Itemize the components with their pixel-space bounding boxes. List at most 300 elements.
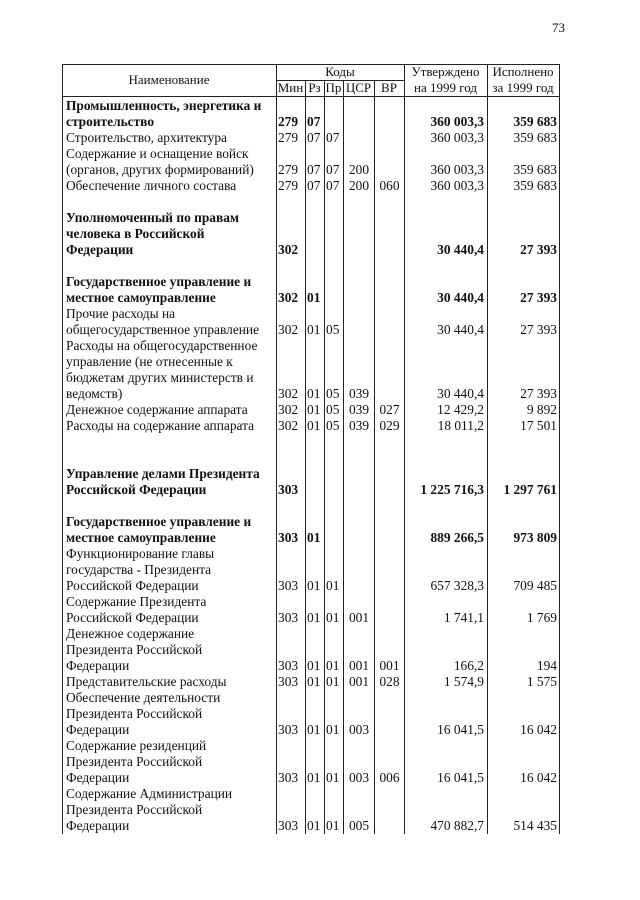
executed-1999	[488, 706, 557, 722]
table-row	[62, 322, 560, 338]
row-name: управление (не отнесенные к	[66, 354, 233, 369]
table-row	[62, 162, 560, 178]
code-rz: 01	[307, 610, 321, 625]
table-row	[62, 290, 560, 306]
table-row	[62, 674, 560, 690]
row-name: Денежное содержание аппарата	[66, 402, 248, 417]
code-vr	[375, 706, 404, 722]
code-pr: 01	[326, 658, 340, 673]
code-pr: 07	[326, 162, 340, 177]
approved-1999	[405, 354, 484, 370]
code-min: 302	[278, 386, 299, 401]
code-csr: 003	[348, 770, 370, 785]
code-vr	[375, 578, 404, 594]
executed-1999: 359 683	[513, 130, 557, 145]
code-rz	[306, 546, 325, 562]
code-min	[277, 338, 306, 354]
code-rz	[306, 98, 325, 114]
code-vr	[375, 610, 404, 626]
code-pr: 05	[326, 402, 340, 417]
table-row	[62, 418, 560, 434]
table-row	[62, 514, 560, 530]
table-row	[62, 354, 560, 370]
code-min: 303	[278, 770, 299, 785]
approved-1999: 1 741,1	[443, 610, 484, 625]
table-row	[62, 482, 560, 498]
code-pr: 07	[326, 178, 340, 193]
approved-1999	[405, 210, 484, 226]
code-csr	[344, 738, 374, 754]
code-vr	[375, 690, 404, 706]
code-csr: 001	[348, 674, 370, 689]
table-row	[62, 386, 560, 402]
code-min	[277, 98, 306, 114]
executed-1999	[488, 370, 557, 386]
code-min: 302	[278, 402, 299, 417]
row-name: Денежное содержание	[66, 626, 195, 641]
approved-1999	[405, 626, 484, 642]
code-csr	[344, 306, 374, 322]
code-csr	[344, 578, 374, 594]
code-vr	[375, 466, 404, 482]
row-name: Российской Федерации	[66, 610, 199, 625]
code-pr	[325, 546, 344, 562]
code-rz	[306, 498, 325, 514]
code-csr	[344, 690, 374, 706]
approved-1999	[405, 546, 484, 562]
executed-1999	[488, 690, 557, 706]
row-name: ведомств)	[66, 386, 123, 401]
code-csr	[344, 242, 374, 258]
code-vr	[375, 258, 404, 274]
approved-1999: 360 003,3	[430, 114, 484, 129]
code-pr	[325, 434, 344, 450]
code-vr: 006	[379, 770, 400, 785]
code-rz	[306, 258, 325, 274]
row-name: местное самоуправление	[66, 290, 216, 305]
code-vr	[375, 274, 404, 290]
table-row	[62, 338, 560, 354]
row-name: Государственное управление и	[66, 514, 252, 529]
executed-1999	[488, 226, 557, 242]
code-min	[277, 754, 306, 770]
executed-1999	[488, 194, 557, 210]
approved-1999: 16 041,5	[437, 722, 484, 737]
approved-1999	[405, 226, 484, 242]
header-approved-line2: на 1999 год	[414, 80, 477, 95]
code-csr: 200	[348, 178, 370, 193]
code-csr	[344, 258, 374, 274]
row-name: Федерации	[66, 658, 130, 673]
code-rz	[306, 738, 325, 754]
code-rz: 01	[307, 658, 321, 673]
code-csr	[344, 210, 374, 226]
approved-1999	[405, 594, 484, 610]
row-name: (органов, других формирований)	[66, 162, 254, 177]
code-rz	[306, 242, 325, 258]
code-min	[277, 802, 306, 818]
executed-1999	[488, 546, 557, 562]
code-vr	[375, 98, 404, 114]
table-row	[62, 242, 560, 258]
code-rz: 01	[307, 530, 321, 545]
code-min: 303	[278, 530, 299, 545]
table-row	[62, 114, 560, 130]
row-name: Президента Российской	[66, 706, 203, 721]
table-row	[62, 370, 560, 386]
header-executed-line2: за 1999 год	[492, 80, 554, 95]
executed-1999: 359 683	[513, 162, 557, 177]
code-vr: 060	[379, 178, 400, 193]
approved-1999	[405, 274, 484, 290]
table-row	[62, 818, 560, 834]
code-csr	[344, 626, 374, 642]
code-vr	[375, 482, 404, 498]
code-vr: 029	[379, 418, 400, 433]
executed-1999: 1 297 761	[503, 482, 557, 497]
code-pr	[325, 482, 344, 498]
code-rz	[306, 194, 325, 210]
code-csr	[344, 594, 374, 610]
table-row	[62, 402, 560, 418]
code-rz	[306, 338, 325, 354]
table-row	[62, 546, 560, 562]
row-name: Президента Российской	[66, 754, 203, 769]
code-min: 303	[278, 482, 299, 497]
code-pr	[325, 802, 344, 818]
executed-1999	[488, 306, 557, 322]
code-min	[277, 642, 306, 658]
code-min	[277, 498, 306, 514]
code-min: 303	[278, 610, 299, 625]
code-csr	[344, 146, 374, 162]
code-vr	[375, 322, 404, 338]
executed-1999: 514 435	[513, 818, 557, 833]
approved-1999	[405, 370, 484, 386]
table-row	[62, 274, 560, 290]
row-name: Федерации	[66, 722, 130, 737]
executed-1999: 1 769	[526, 610, 557, 625]
code-rz	[306, 210, 325, 226]
row-name: Строительство, архитектура	[66, 130, 227, 145]
code-rz: 01	[307, 386, 321, 401]
code-pr	[325, 210, 344, 226]
code-vr	[375, 354, 404, 370]
code-vr	[375, 210, 404, 226]
code-csr	[344, 498, 374, 514]
code-min: 303	[278, 722, 299, 737]
code-min	[277, 354, 306, 370]
row-name: общегосударственное управление	[66, 322, 260, 337]
approved-1999: 30 440,4	[437, 242, 484, 257]
table-row	[62, 466, 560, 482]
code-min	[277, 546, 306, 562]
code-vr	[375, 738, 404, 754]
table-row	[62, 642, 560, 658]
header-approved-line1: Утверждено	[411, 64, 480, 79]
code-vr	[375, 338, 404, 354]
code-vr: 027	[379, 402, 400, 417]
code-vr	[375, 498, 404, 514]
row-name: Содержание резиденций	[66, 738, 207, 753]
code-rz	[306, 802, 325, 818]
code-pr	[325, 642, 344, 658]
code-csr	[344, 290, 374, 306]
table-row	[62, 146, 560, 162]
code-rz	[306, 434, 325, 450]
code-vr	[375, 370, 404, 386]
code-vr	[375, 626, 404, 642]
code-pr	[325, 354, 344, 370]
row-name: Расходы на общегосударственное	[66, 338, 258, 353]
approved-1999	[405, 306, 484, 322]
code-vr	[375, 530, 404, 546]
code-pr	[325, 626, 344, 642]
code-pr: 01	[326, 674, 340, 689]
executed-1999	[488, 434, 557, 450]
page-number: 73	[552, 20, 565, 35]
approved-1999: 1 574,9	[443, 674, 484, 689]
approved-1999: 166,2	[453, 658, 484, 673]
code-rz: 07	[307, 130, 321, 145]
code-min	[277, 434, 306, 450]
code-rz	[306, 626, 325, 642]
code-pr	[325, 738, 344, 754]
approved-1999: 30 440,4	[437, 322, 484, 337]
code-pr	[325, 242, 344, 258]
code-pr	[325, 466, 344, 482]
code-min: 302	[278, 242, 299, 257]
executed-1999: 973 809	[513, 530, 557, 545]
executed-1999	[488, 802, 557, 818]
code-vr	[375, 802, 404, 818]
code-vr	[375, 242, 404, 258]
row-name: строительство	[66, 114, 155, 129]
code-vr	[375, 722, 404, 738]
code-csr	[344, 274, 374, 290]
code-vr	[375, 290, 404, 306]
code-csr	[344, 450, 374, 466]
code-min: 279	[278, 162, 299, 177]
approved-1999	[405, 786, 484, 802]
code-vr	[375, 642, 404, 658]
header-pr: Пр	[325, 80, 342, 95]
executed-1999	[488, 466, 557, 482]
code-pr: 01	[326, 722, 340, 737]
approved-1999: 360 003,3	[430, 162, 484, 177]
code-min: 279	[278, 114, 299, 129]
code-csr	[344, 354, 374, 370]
code-csr	[344, 562, 374, 578]
row-name: человека в Российской	[66, 226, 205, 241]
row-name: Российской Федерации	[66, 578, 199, 593]
table-row	[62, 626, 560, 642]
approved-1999	[405, 754, 484, 770]
code-csr	[344, 338, 374, 354]
approved-1999: 470 882,7	[430, 818, 484, 833]
code-pr: 01	[326, 610, 340, 625]
table-row	[62, 802, 560, 818]
executed-1999: 27 393	[520, 386, 557, 401]
approved-1999	[405, 434, 484, 450]
executed-1999	[488, 594, 557, 610]
code-pr: 07	[326, 130, 340, 145]
code-vr	[375, 594, 404, 610]
table-row	[62, 226, 560, 242]
code-pr	[325, 274, 344, 290]
code-vr	[375, 162, 404, 178]
code-csr	[344, 466, 374, 482]
approved-1999	[405, 98, 484, 114]
approved-1999	[405, 466, 484, 482]
code-min	[277, 514, 306, 530]
code-min: 303	[278, 818, 299, 833]
code-csr: 200	[348, 162, 370, 177]
header-rz: Рз	[308, 80, 321, 95]
approved-1999: 657 328,3	[430, 578, 484, 593]
table-row	[62, 706, 560, 722]
code-rz: 01	[307, 578, 321, 593]
code-csr	[344, 530, 374, 546]
code-csr	[344, 130, 374, 146]
code-min	[277, 706, 306, 722]
approved-1999	[405, 690, 484, 706]
table-row	[62, 770, 560, 786]
code-vr	[375, 146, 404, 162]
table-row	[62, 610, 560, 626]
code-rz	[306, 482, 325, 498]
code-min	[277, 450, 306, 466]
code-min: 302	[278, 322, 299, 337]
code-pr	[325, 226, 344, 242]
code-rz: 07	[307, 162, 321, 177]
executed-1999: 16 042	[520, 722, 557, 737]
code-csr	[344, 642, 374, 658]
approved-1999	[405, 802, 484, 818]
code-min: 303	[278, 674, 299, 689]
table-row	[62, 738, 560, 754]
code-csr	[344, 754, 374, 770]
row-name: Уполномоченный по правам	[66, 210, 240, 225]
row-name: Промышленность, энергетика и	[66, 98, 262, 113]
approved-1999	[405, 706, 484, 722]
code-min: 302	[278, 290, 299, 305]
code-csr: 005	[348, 818, 370, 833]
row-name: Содержание Президента	[66, 594, 207, 609]
code-pr	[325, 370, 344, 386]
code-rz	[306, 274, 325, 290]
code-pr	[325, 258, 344, 274]
approved-1999: 16 041,5	[437, 770, 484, 785]
row-name: Управление делами Президента	[66, 466, 260, 481]
code-csr: 001	[348, 610, 370, 625]
approved-1999	[405, 498, 484, 514]
code-rz	[306, 370, 325, 386]
code-rz	[306, 642, 325, 658]
code-vr	[375, 386, 404, 402]
code-rz: 07	[307, 114, 321, 129]
executed-1999: 194	[536, 658, 557, 673]
code-vr	[375, 450, 404, 466]
code-pr	[325, 562, 344, 578]
approved-1999: 30 440,4	[437, 290, 484, 305]
row-name: Федерации	[66, 242, 134, 257]
approved-1999: 360 003,3	[430, 178, 484, 193]
code-rz	[306, 706, 325, 722]
executed-1999: 27 393	[520, 290, 557, 305]
code-min: 279	[278, 130, 299, 145]
code-vr	[375, 754, 404, 770]
executed-1999	[488, 786, 557, 802]
code-vr	[375, 546, 404, 562]
code-csr: 001	[348, 658, 370, 673]
code-pr	[325, 786, 344, 802]
code-pr: 01	[326, 818, 340, 833]
row-name: Функционирование главы	[66, 546, 215, 561]
code-vr	[375, 818, 404, 834]
table-row	[62, 722, 560, 738]
code-min	[277, 626, 306, 642]
executed-1999	[488, 626, 557, 642]
code-pr: 05	[326, 322, 340, 337]
code-min	[277, 594, 306, 610]
table-row	[62, 194, 560, 210]
code-csr	[344, 114, 374, 130]
code-csr	[344, 546, 374, 562]
code-rz: 01	[307, 674, 321, 689]
code-min	[277, 306, 306, 322]
code-csr: 039	[348, 386, 370, 401]
code-rz	[306, 786, 325, 802]
code-pr: 05	[326, 386, 340, 401]
row-name: Содержание и оснащение войск	[66, 146, 249, 161]
executed-1999	[488, 354, 557, 370]
executed-1999: 27 393	[520, 242, 557, 257]
table-row	[62, 530, 560, 546]
code-pr	[325, 754, 344, 770]
code-pr	[325, 450, 344, 466]
code-csr: 003	[348, 722, 370, 737]
code-rz	[306, 306, 325, 322]
table-row	[62, 306, 560, 322]
executed-1999	[488, 338, 557, 354]
table-row	[62, 578, 560, 594]
code-min: 303	[278, 578, 299, 593]
code-csr	[344, 706, 374, 722]
code-rz	[306, 594, 325, 610]
code-min: 302	[278, 418, 299, 433]
code-pr: 01	[326, 578, 340, 593]
code-pr	[325, 498, 344, 514]
row-name: местное самоуправление	[66, 530, 216, 545]
approved-1999	[405, 450, 484, 466]
row-name: бюджетам других министерств и	[66, 370, 254, 385]
code-rz: 01	[307, 818, 321, 833]
table-row	[62, 178, 560, 194]
code-min	[277, 226, 306, 242]
code-csr	[344, 434, 374, 450]
table-row	[62, 754, 560, 770]
grid-line	[62, 96, 560, 97]
approved-1999	[405, 642, 484, 658]
approved-1999	[405, 562, 484, 578]
code-csr	[344, 370, 374, 386]
table-row	[62, 658, 560, 674]
approved-1999: 889 266,5	[430, 530, 484, 545]
table-row	[62, 258, 560, 274]
code-rz: 01	[307, 290, 321, 305]
executed-1999	[488, 642, 557, 658]
